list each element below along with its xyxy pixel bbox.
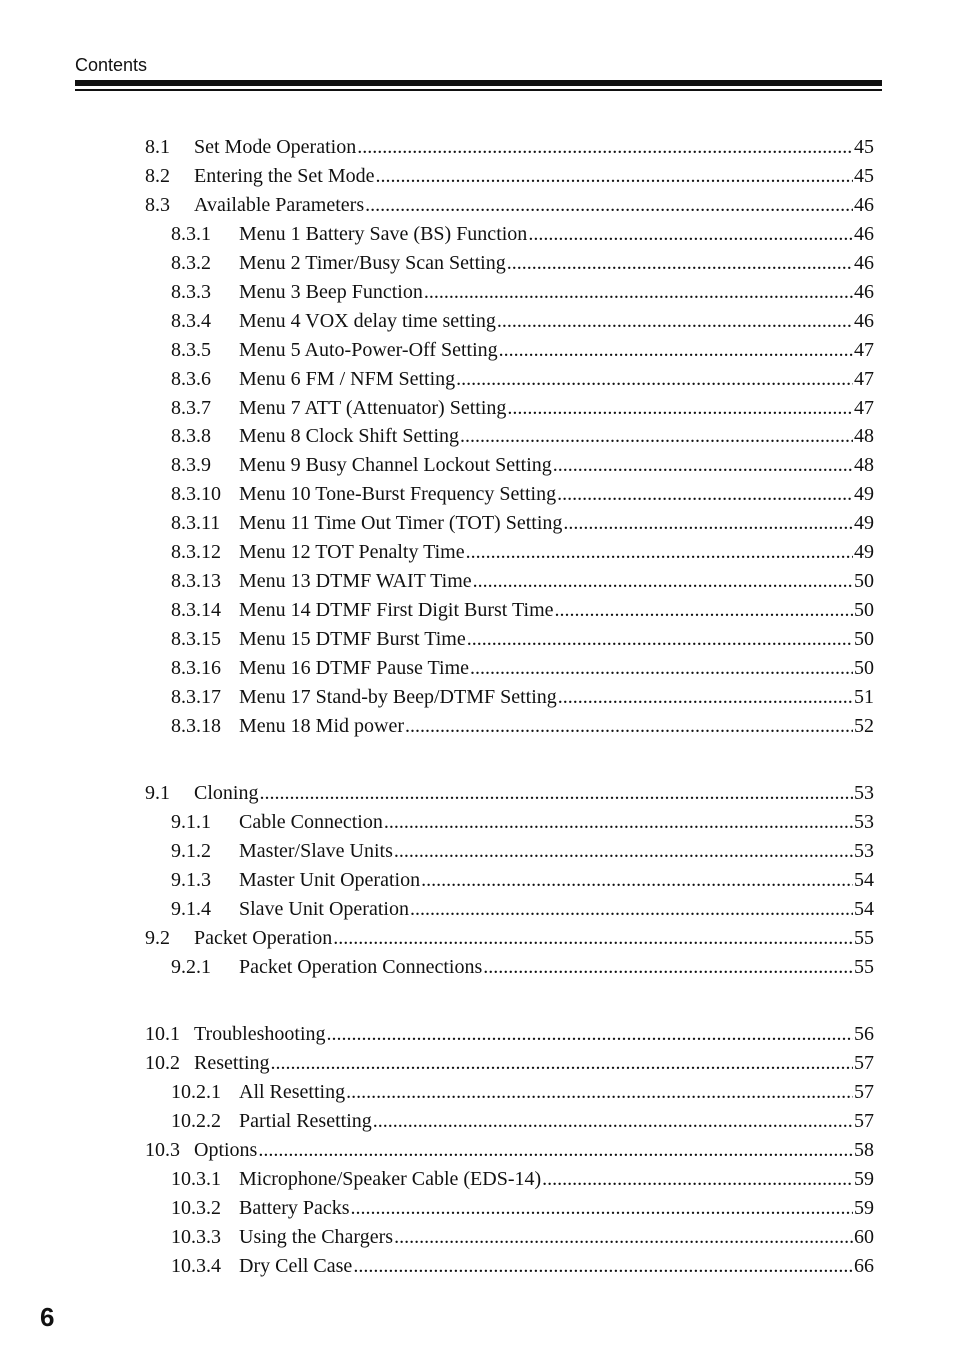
toc-entry-number: 10.2.2	[171, 1110, 221, 1132]
dot-leader	[507, 252, 853, 275]
toc-entry-title: Menu 5 Auto-Power-Off Setting	[239, 339, 498, 361]
toc-entry-page: 53	[854, 782, 874, 804]
toc-entry-number: 8.3.14	[171, 599, 221, 621]
dot-leader	[424, 281, 853, 304]
toc-entry-title: Cloning	[194, 782, 259, 804]
toc-entry-page: 57	[854, 1052, 874, 1074]
toc-entry-number: 8.3.1	[171, 223, 211, 245]
toc-entry-title: Menu 6 FM / NFM Setting	[239, 368, 456, 390]
toc-entry	[145, 165, 874, 191]
dot-leader	[353, 1255, 853, 1278]
toc-entry-number: 8.3.9	[171, 454, 211, 476]
toc-entry-title: Menu 3 Beep Function	[239, 281, 423, 303]
dot-leader	[421, 869, 853, 892]
toc-entry-number: 10.3.4	[171, 1255, 221, 1277]
toc-entry-number: 10.2	[145, 1052, 180, 1074]
toc-entry-page: 50	[854, 657, 874, 679]
toc-entry-title: Menu 14 DTMF First Digit Burst Time	[239, 599, 554, 621]
toc-entry-title: Menu 11 Time Out Timer (TOT) Setting	[239, 512, 563, 534]
dot-leader	[558, 686, 853, 709]
toc-entry-page: 60	[854, 1226, 874, 1248]
toc-entry-page: 57	[854, 1110, 874, 1132]
dot-leader	[555, 599, 853, 622]
toc-entry	[171, 811, 874, 837]
toc-entry-title: Menu 4 VOX delay time setting	[239, 310, 496, 332]
toc-entry-page: 53	[854, 811, 874, 833]
toc-entry-page: 47	[854, 339, 874, 361]
toc-entry-number: 9.1	[145, 782, 170, 804]
dot-leader	[467, 628, 853, 651]
toc-entry-page: 59	[854, 1168, 874, 1190]
toc-entry-page: 54	[854, 869, 874, 891]
toc-entry-page: 49	[854, 483, 874, 505]
toc-entry-title: Microphone/Speaker Cable (EDS-14)	[239, 1168, 542, 1190]
header-rule-thin	[75, 89, 882, 91]
toc-entry-page: 50	[854, 628, 874, 650]
toc-entry-title: Menu 8 Clock Shift Setting	[239, 425, 459, 447]
toc-entry-number: 8.2	[145, 165, 170, 187]
toc-entry	[171, 281, 874, 307]
toc-entry-page: 46	[854, 281, 874, 303]
toc-entry-page: 48	[854, 454, 874, 476]
toc-entry	[171, 657, 874, 683]
toc-entry	[171, 454, 874, 480]
toc-entry-title: Available Parameters	[194, 194, 365, 216]
toc-entry	[171, 483, 874, 509]
running-header: Contents	[75, 55, 148, 75]
toc-entry	[171, 397, 874, 423]
toc-entry	[171, 368, 874, 394]
toc-entry-number: 10.3	[145, 1139, 180, 1161]
toc-entry-page: 57	[854, 1081, 874, 1103]
toc-entry-title: Menu 9 Busy Channel Lockout Setting	[239, 454, 552, 476]
toc-entry-number: 10.2.1	[171, 1081, 221, 1103]
dot-leader	[394, 1226, 853, 1249]
dot-leader	[333, 927, 853, 950]
toc-entry-title: Battery Packs	[239, 1197, 350, 1219]
toc-entry-page: 46	[854, 223, 874, 245]
dot-leader	[373, 1110, 853, 1133]
toc-entry-title: Set Mode Operation	[194, 136, 357, 158]
toc-entry	[171, 570, 874, 596]
dot-leader	[528, 223, 853, 246]
toc-entry-number: 9.1.3	[171, 869, 211, 891]
toc-entry-page: 47	[854, 397, 874, 419]
toc-entry-number: 8.3.17	[171, 686, 221, 708]
toc-entry-page: 52	[854, 715, 874, 737]
toc-entry	[171, 339, 874, 365]
toc-entry	[171, 541, 874, 567]
toc-entry-title: Partial Resetting	[239, 1110, 372, 1132]
toc-entry-number: 9.2	[145, 927, 170, 949]
toc-entry-number: 8.3.2	[171, 252, 211, 274]
toc-entry-number: 10.3.1	[171, 1168, 221, 1190]
toc-entry-page: 45	[854, 136, 874, 158]
dot-leader	[483, 956, 853, 979]
dot-leader	[346, 1081, 853, 1104]
toc-entry-title: Menu 17 Stand-by Beep/DTMF Setting	[239, 686, 557, 708]
dot-leader	[384, 811, 853, 834]
dot-leader	[497, 310, 853, 333]
toc-entry	[171, 1197, 874, 1223]
toc-entry-title: Packet Operation	[194, 927, 333, 949]
toc-entry-title: Menu 18 Mid power	[239, 715, 404, 737]
toc-entry-number: 10.1	[145, 1023, 180, 1045]
toc-entry	[171, 310, 874, 336]
toc-entry-page: 50	[854, 570, 874, 592]
toc-entry	[145, 1023, 874, 1049]
toc-entry-page: 48	[854, 425, 874, 447]
toc-entry-number: 8.3.6	[171, 368, 211, 390]
toc-entry-title: Slave Unit Operation	[239, 898, 409, 920]
dot-leader	[259, 782, 853, 805]
toc-entry-title: Options	[194, 1139, 258, 1161]
toc-entry-title: Master Unit Operation	[239, 869, 421, 891]
toc-entry-page: 51	[854, 686, 874, 708]
toc-entry	[171, 840, 874, 866]
toc-entry-title: Menu 16 DTMF Pause Time	[239, 657, 470, 679]
toc-entry-page: 53	[854, 840, 874, 862]
dot-leader	[456, 368, 853, 391]
toc-entry-page: 46	[854, 310, 874, 332]
toc-entry	[171, 252, 874, 278]
dot-leader	[563, 512, 853, 535]
toc-entry-page: 55	[854, 927, 874, 949]
toc-entry	[145, 1139, 874, 1165]
toc-entry-page: 66	[854, 1255, 874, 1277]
toc-entry-number: 9.1.1	[171, 811, 211, 833]
toc-entry-title: Using the Chargers	[239, 1226, 394, 1248]
dot-leader	[410, 898, 853, 921]
toc-entry	[171, 512, 874, 538]
toc-entry-page: 45	[854, 165, 874, 187]
toc-entry-number: 8.3.13	[171, 570, 221, 592]
toc-entry-number: 8.3.11	[171, 512, 221, 534]
toc-entry	[171, 223, 874, 249]
toc-entry-title: Packet Operation Connections	[239, 956, 483, 978]
toc-entry-number: 8.3.4	[171, 310, 211, 332]
dot-leader	[473, 570, 853, 593]
dot-leader	[351, 1197, 853, 1220]
header-rule-thick	[75, 80, 882, 86]
dot-leader	[542, 1168, 853, 1191]
dot-leader	[405, 715, 853, 738]
toc-entry	[171, 628, 874, 654]
dot-leader	[376, 165, 853, 188]
toc-entry-page: 58	[854, 1139, 874, 1161]
toc-entry-number: 10.3.3	[171, 1226, 221, 1248]
toc-entry-title: Cable Connection	[239, 811, 383, 833]
toc-entry-number: 8.3.7	[171, 397, 211, 419]
toc-entry-title: Menu 15 DTMF Burst Time	[239, 628, 466, 650]
toc-entry	[171, 869, 874, 895]
toc-entry-number: 8.3.12	[171, 541, 221, 563]
toc-entry-title: Troubleshooting	[194, 1023, 326, 1045]
toc-entry-number: 8.3.16	[171, 657, 221, 679]
toc-entry-title: Menu 2 Timer/Busy Scan Setting	[239, 252, 506, 274]
toc-entry-number: 9.1.4	[171, 898, 211, 920]
toc-entry	[171, 425, 874, 451]
toc-entry	[171, 1255, 874, 1281]
toc-entry-title: Menu 1 Battery Save (BS) Function	[239, 223, 528, 245]
toc-entry-title: Menu 10 Tone-Burst Frequency Setting	[239, 483, 557, 505]
dot-leader	[258, 1139, 853, 1162]
dot-leader	[327, 1023, 853, 1046]
toc-entry-number: 10.3.2	[171, 1197, 221, 1219]
toc-entry	[171, 686, 874, 712]
toc-entry	[171, 1168, 874, 1194]
toc-entry-title: Menu 13 DTMF WAIT Time	[239, 570, 472, 592]
toc-entry-number: 8.3.10	[171, 483, 221, 505]
dot-leader	[365, 194, 853, 217]
toc-entry-number: 9.2.1	[171, 956, 211, 978]
toc-entry-page: 49	[854, 541, 874, 563]
toc-entry-title: Menu 12 TOT Penalty Time	[239, 541, 465, 563]
toc-entry	[145, 1052, 874, 1078]
dot-leader	[466, 541, 853, 564]
toc-entry-number: 9.1.2	[171, 840, 211, 862]
toc-entry	[171, 715, 874, 741]
dot-leader	[394, 840, 853, 863]
toc-entry-title: Entering the Set Mode	[194, 165, 375, 187]
page-number: 6	[40, 1302, 55, 1332]
toc-entry-page: 59	[854, 1197, 874, 1219]
toc-entry-number: 8.3.3	[171, 281, 211, 303]
toc-entry-title: Dry Cell Case	[239, 1255, 353, 1277]
toc-entry	[171, 898, 874, 924]
dot-leader	[470, 657, 853, 680]
toc-entry	[171, 956, 874, 982]
toc-entry-title: Master/Slave Units	[239, 840, 393, 862]
dot-leader	[271, 1052, 853, 1075]
toc-entry-page: 49	[854, 512, 874, 534]
toc-entry-number: 8.3.5	[171, 339, 211, 361]
toc-entry	[171, 1226, 874, 1252]
toc-entry-title: Menu 7 ATT (Attenuator) Setting	[239, 397, 507, 419]
toc-entry	[171, 1081, 874, 1107]
toc-entry	[171, 1110, 874, 1136]
dot-leader	[357, 136, 853, 159]
toc-entry	[145, 927, 874, 953]
toc-entry	[145, 136, 874, 162]
dot-leader	[557, 483, 853, 506]
toc-entry-page: 56	[854, 1023, 874, 1045]
toc-entry-number: 8.3.8	[171, 425, 211, 447]
toc-entry-number: 8.1	[145, 136, 170, 158]
toc-entry-page: 47	[854, 368, 874, 390]
toc-entry-number: 8.3.15	[171, 628, 221, 650]
toc-entry-title: Resetting	[194, 1052, 270, 1074]
dot-leader	[460, 425, 853, 448]
toc-entry	[145, 194, 874, 220]
dot-leader	[553, 454, 853, 477]
toc-entry-page: 46	[854, 194, 874, 216]
toc-entry-number: 8.3	[145, 194, 170, 216]
dot-leader	[507, 397, 853, 420]
toc-entry-number: 8.3.18	[171, 715, 221, 737]
toc-entry-page: 55	[854, 956, 874, 978]
dot-leader	[499, 339, 853, 362]
toc-entry	[171, 599, 874, 625]
toc-entry-page: 50	[854, 599, 874, 621]
toc-entry-page: 54	[854, 898, 874, 920]
toc-entry	[145, 782, 874, 808]
toc-entry-title: All Resetting	[239, 1081, 346, 1103]
toc-entry-page: 46	[854, 252, 874, 274]
